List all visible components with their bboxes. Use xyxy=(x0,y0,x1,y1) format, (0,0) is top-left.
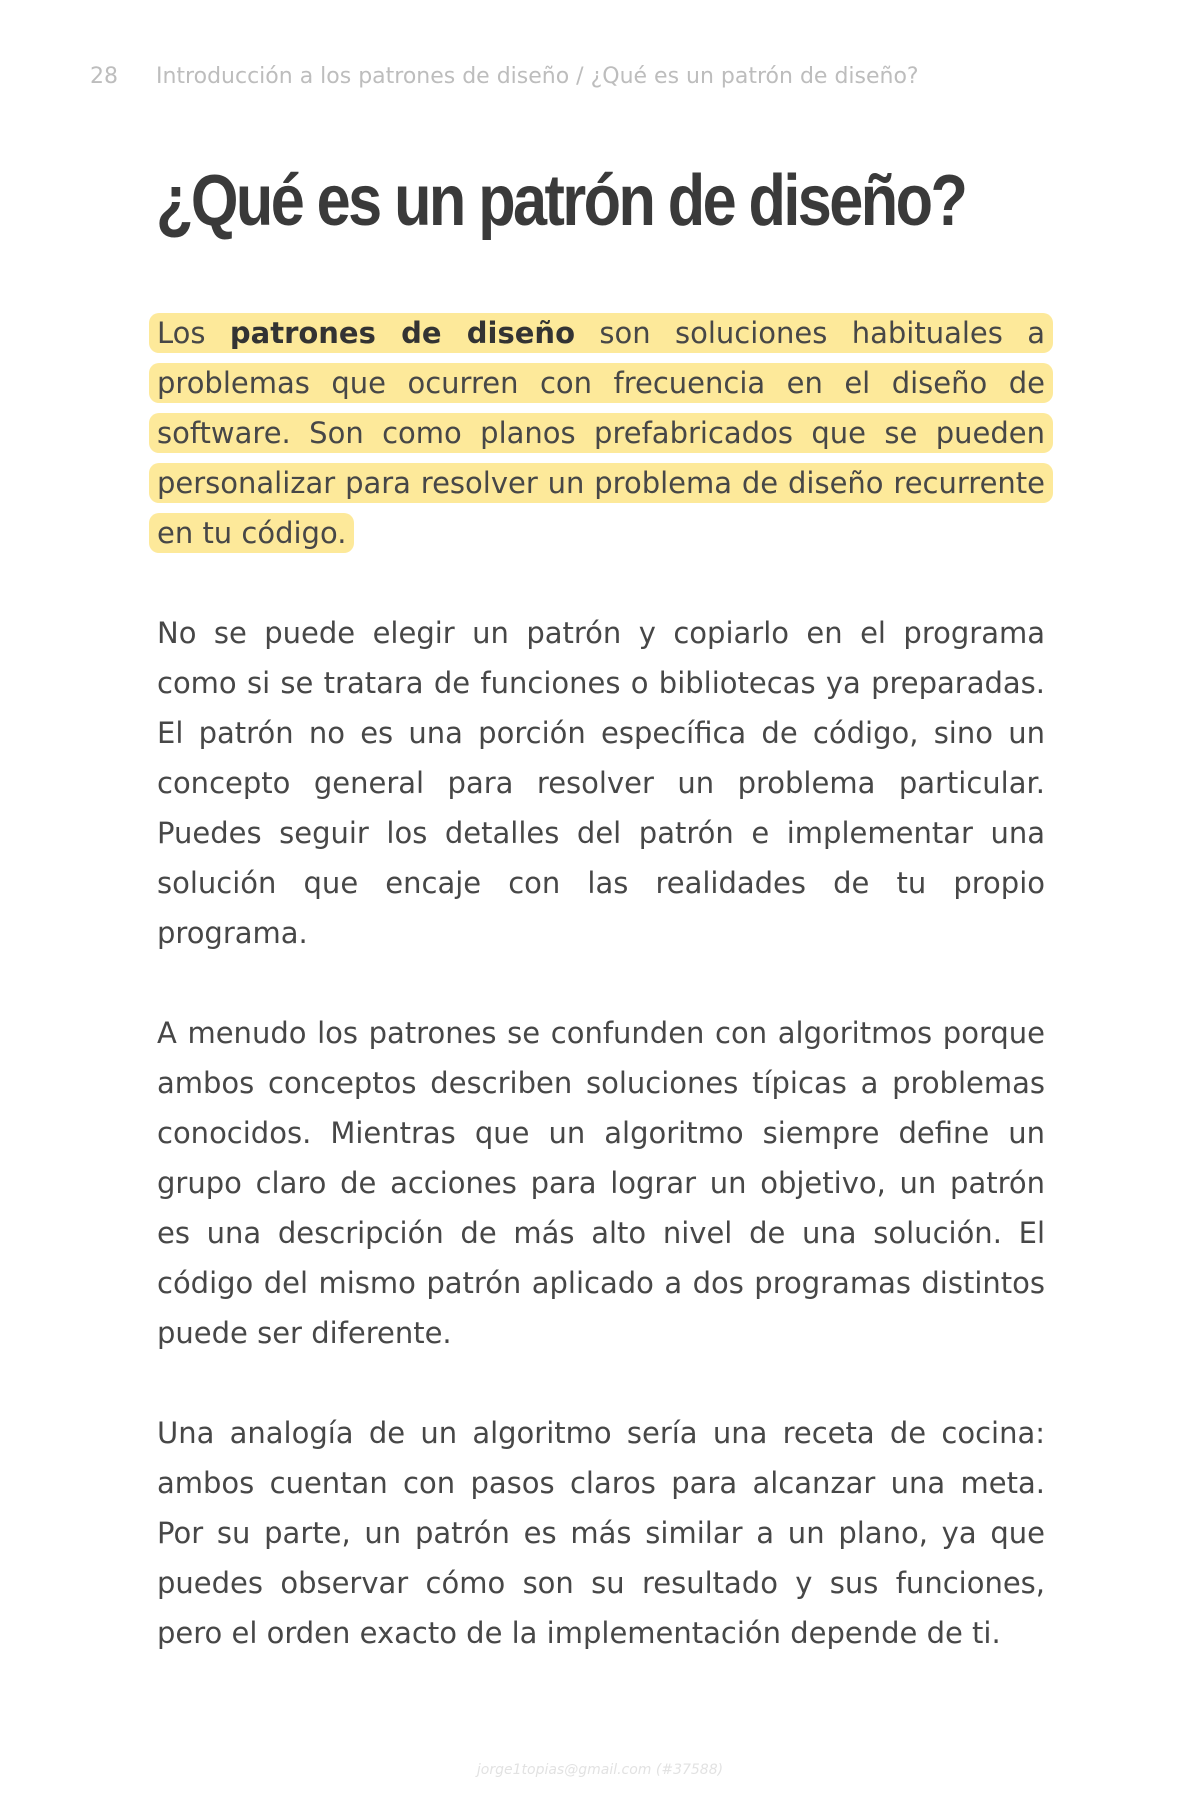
paragraph-pattern-vs-algorithm: A menudo los patrones se confunden con algoritmos porque ambos conceptos describen soluciones típicas a problemas conocidos. Mientras que un algoritmo siempre define un grupo claro de acciones para lograr un objetivo, un patrón es una descripción de más alto nivel de una solución. El código del mismo patrón aplicado a dos programas distintos puede ser diferente. xyxy=(157,1016,1045,1350)
footer-watermark: jorge1topias@gmail.com (#37588) xyxy=(476,1762,724,1778)
highlight-mark xyxy=(149,313,1053,553)
page-title: ¿Qué es un patrón de diseño? xyxy=(156,161,966,241)
bold-term: patrones de diseño xyxy=(229,316,575,350)
breadcrumb: Introducción a los patrones de diseño / ¿Qué es un patrón de diseño? xyxy=(156,64,919,89)
highlight-rest: son soluciones habituales a problemas que ocurren con frecuencia en el diseño de software. Son como planos prefabricados que se pueden personalizar para resolver un problema de diseño recurrente en tu código. xyxy=(157,316,1046,550)
page-number: 28 xyxy=(90,64,118,89)
highlight-lead: Los xyxy=(157,316,230,350)
body-text xyxy=(157,308,1045,1658)
paragraph-pattern-vs-code: No se puede elegir un patrón y copiarlo en el programa como si se tratara de funciones o bibliotecas ya preparadas. El patrón no es una porción específica de código, sino un concepto general para resolver un problema particular. Puedes seguir los detalles del patrón e implementar una solución que encaje con las realidades de tu propio programa. xyxy=(157,616,1045,950)
paragraph-recipe-analogy: Una analogía de un algoritmo sería una receta de cocina: ambos cuentan con pasos claros para alcanzar una meta. Por su parte, un patrón es más similar a un plano, ya que puedes observar cómo son su resultado y sus funciones, pero el orden exacto de la implementación depende de ti. xyxy=(157,1416,1045,1650)
highlighted-paragraph xyxy=(157,308,1045,558)
running-header xyxy=(90,64,919,89)
